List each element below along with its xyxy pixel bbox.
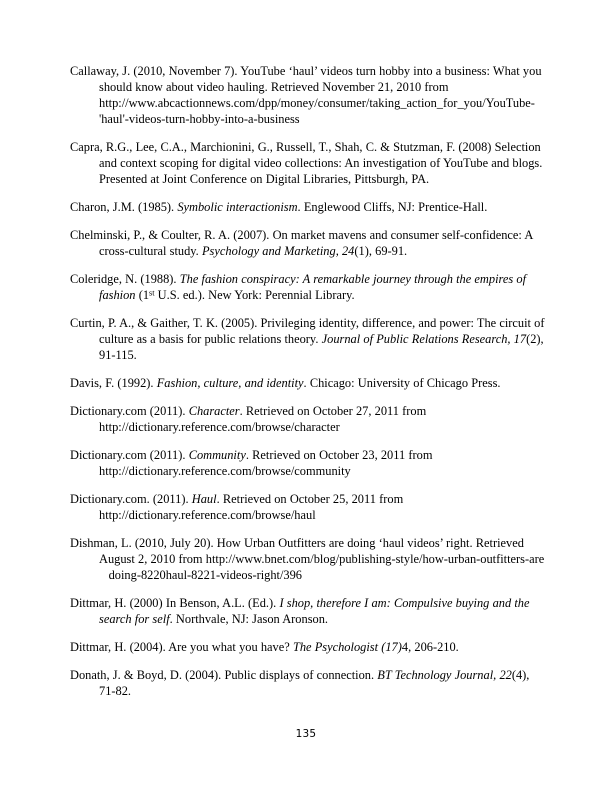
reference-entry xyxy=(70,492,546,524)
reference-text: Charon, J.M. (1985). xyxy=(70,199,178,214)
reference-entry xyxy=(70,596,546,628)
ordinal-superscript: st xyxy=(149,288,155,298)
reference-text: . Northvale, NJ: Jason Aronson. xyxy=(169,611,329,626)
page-number: 135 xyxy=(295,728,317,740)
reference-entry xyxy=(70,316,546,364)
reference-text: (2), 91-115. xyxy=(99,331,544,362)
reference-text: Callaway, J. (2010, November 7). YouTube ‘haul’ videos turn hobby into a business: What you should know about video hauling. Retrieved November 21, 2010 from http://www.abcactionnews.com/dpp/money/consumer/taking_action_for_you/YouTube-'haul'-videos-turn-hobby-into-a-business xyxy=(70,64,542,126)
reference-text: Dictionary.com (2011). xyxy=(70,403,189,418)
reference-text: Dittmar, H. (2004). Are you what you have? xyxy=(70,639,293,654)
reference-text: . Chicago: University of Chicago Press. xyxy=(303,375,501,390)
reference-title-italic: Symbolic interactionism xyxy=(177,199,298,214)
reference-entry xyxy=(70,64,546,128)
reference-title-italic: Character xyxy=(188,403,240,418)
reference-entry xyxy=(70,272,546,304)
reference-text: 4, 206-210. xyxy=(401,639,459,654)
inline-spacing xyxy=(99,568,109,582)
reference-text: . Englewood Cliffs, NJ: Prentice-Hall. xyxy=(297,199,488,214)
reference-text: (4), 71-82. xyxy=(99,667,530,698)
reference-text: . Retrieved on October 27, 2011 from http://dictionary.reference.com/browse/character xyxy=(99,403,427,434)
reference-entry xyxy=(70,448,546,480)
reference-title-italic: BT Technology Journal, 22 xyxy=(377,667,512,682)
reference-text: U.S. ed.). New York: Perennial Library. xyxy=(154,287,355,302)
reference-entry xyxy=(70,140,546,188)
reference-text: Coleridge, N. (1988). xyxy=(70,271,180,286)
reference-text: Davis, F. (1992). xyxy=(70,375,157,390)
reference-text: (1 xyxy=(135,287,150,302)
reference-text: Capra, R.G., Lee, C.A., Marchionini, G., Russell, T., Shah, C. & Stutzman, F. (2008) Selection and context scoping for digital video collections: An investigation of YouTube and blogs. Presented at Joint Conference on Digital Libraries, Pittsburgh, PA. xyxy=(70,139,543,186)
reference-text: . Retrieved on October 25, 2011 from http://dictionary.reference.com/browse/haul xyxy=(99,491,404,522)
reference-entry xyxy=(70,228,546,260)
reference-title-italic: Fashion, culture, and identity xyxy=(156,375,304,390)
reference-list xyxy=(70,64,546,700)
reference-title-italic: I shop, therefore I am: Compulsive buying and the search for self xyxy=(99,595,530,626)
reference-title-italic: Psychology and Marketing, 24 xyxy=(201,243,355,258)
reference-text: Dittmar, H. (2000) In Benson, A.L. (Ed.). xyxy=(70,595,280,610)
reference-title-italic: The Psychologist (17) xyxy=(292,639,402,654)
reference-text: (1), 69-91. xyxy=(354,243,408,258)
reference-title-italic: The fashion conspiracy: A remarkable journey through the empires of fashion xyxy=(99,271,527,302)
reference-entry xyxy=(70,376,546,392)
reference-text: Dictionary.com (2011). xyxy=(70,447,189,462)
reference-title-italic: Community xyxy=(188,447,246,462)
reference-entry xyxy=(70,640,546,656)
reference-entry xyxy=(70,668,546,700)
reference-title-italic: Journal of Public Relations Research, 17 xyxy=(321,331,527,346)
reference-text: Donath, J. & Boyd, D. (2004). Public displays of connection. xyxy=(70,667,378,682)
reference-entry xyxy=(70,536,546,584)
reference-entry xyxy=(70,404,546,436)
reference-title-italic: Haul xyxy=(191,491,217,506)
reference-text: Chelminski, P., & Coulter, R. A. (2007). On market mavens and consumer self-confidence: A cross-cultural study. xyxy=(70,227,533,258)
reference-entry xyxy=(70,200,546,216)
reference-text: doing-8220haul-8221-videos-right/396 xyxy=(108,567,302,582)
reference-text: Dishman, L. (2010, July 20). How Urban Outfitters are doing ‘haul videos’ right. Retrieved August 2, 2010 from http://www.bnet.com/blog/publishing-style/how-urban-outfitters-are xyxy=(70,535,545,566)
reference-text: Dictionary.com. (2011). xyxy=(70,491,192,506)
reference-text: Curtin, P. A., & Gaither, T. K. (2005). Privileging identity, difference, and power: The circuit of culture as a basis for public relations theory. xyxy=(70,315,545,346)
reference-text: . Retrieved on October 23, 2011 from http://dictionary.reference.com/browse/community xyxy=(99,447,433,478)
